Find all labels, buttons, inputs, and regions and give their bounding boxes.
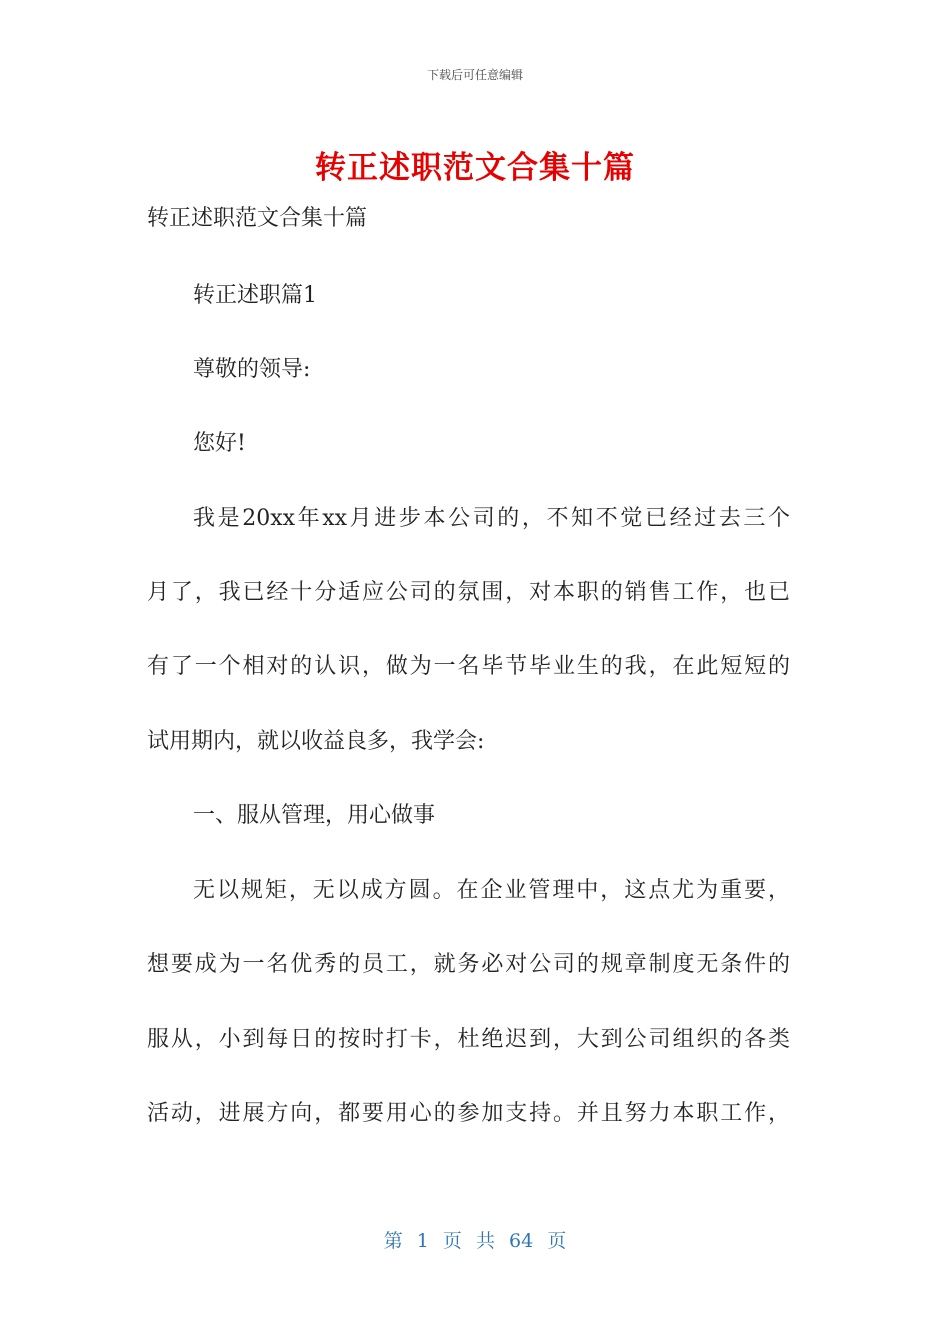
- paragraph-line: 月了，我已经十分适应公司的氛围，对本职的销售工作，也已: [147, 580, 790, 605]
- paragraph-line: 试用期内，就以收益良多，我学会:: [147, 729, 485, 754]
- salutation: 尊敬的领导:: [193, 357, 311, 382]
- paragraph-line: 有了一个相对的认识，做为一名毕节毕业生的我，在此短短的: [147, 654, 790, 679]
- subtitle-line: 转正述职范文合集十篇: [147, 206, 368, 231]
- paragraph-line: 无以规矩，无以成方圆。在企业管理中，这点尤为重要，: [193, 878, 790, 903]
- paragraph-line: 活动，进展方向，都要用心的参加支持。并且努力本职工作，: [147, 1101, 790, 1126]
- paragraph-line: 想要成为一名优秀的员工，就务必对公司的规章制度无条件的: [147, 952, 790, 977]
- paragraph-line: 我是20xx年xx月进步本公司的，不知不觉已经过去三个: [193, 506, 790, 531]
- page-number-footer: 第 1 页 共 64 页: [383, 1230, 567, 1252]
- document-title: 转正述职范文合集十篇: [315, 150, 635, 186]
- section-heading: 转正述职篇1: [193, 283, 317, 308]
- subsection-heading: 一、服从管理，用心做事: [193, 803, 436, 828]
- paragraph-line: 服从，小到每日的按时打卡，杜绝迟到，大到公司组织的各类: [147, 1027, 790, 1052]
- header-note: 下载后可任意编辑: [426, 68, 523, 82]
- greeting: 您好!: [193, 431, 246, 456]
